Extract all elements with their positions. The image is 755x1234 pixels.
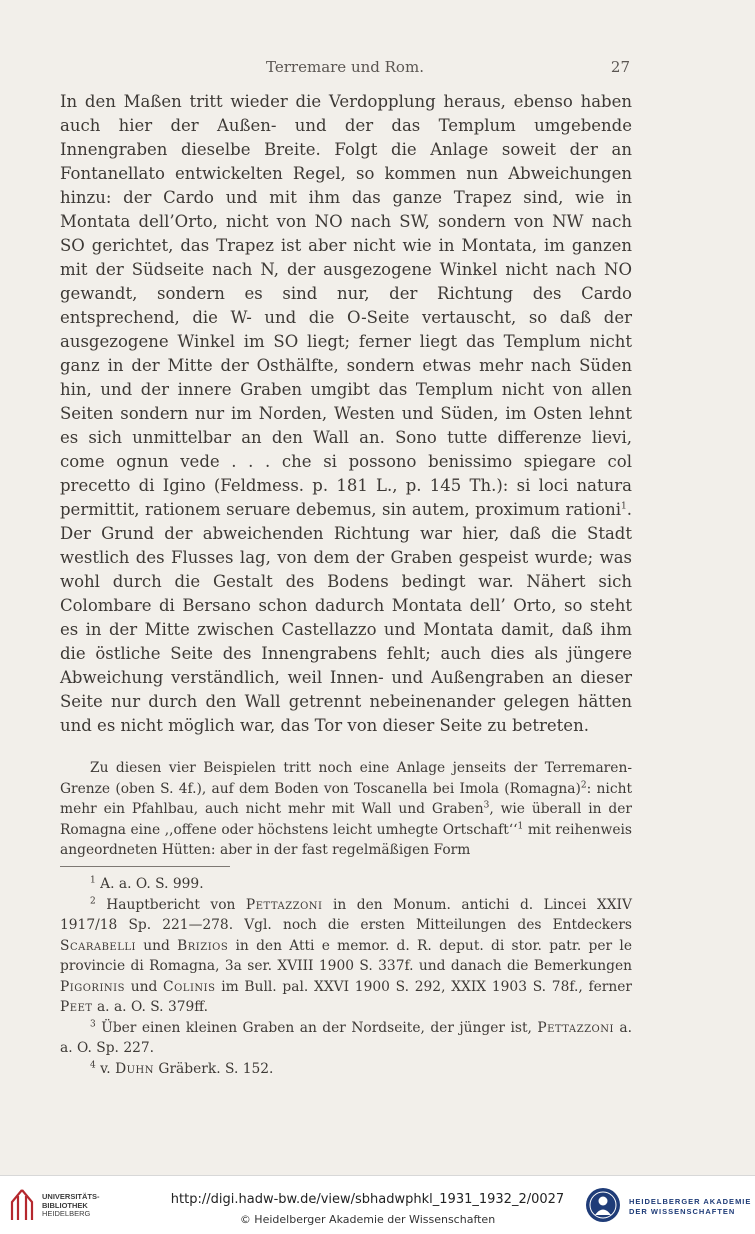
running-header [60, 58, 630, 80]
footnote-text: v. [100, 1060, 116, 1077]
footnote-ref: 1 [621, 501, 627, 512]
footnote-text: in den Monum. antichi d. Lincei XXIV 1917/18 Sp. 221—278. Vgl. noch die ersten Mitteilungen des Entdeckers [60, 896, 632, 933]
footnote-2 [60, 895, 632, 1018]
small-text-part: Zu diesen vier Beispielen tritt noch eine Anlage jenseits der Terremaren-Grenze (oben S. 4f.), auf dem Boden von Toscanella bei Imola (Romagna) [60, 760, 632, 797]
footnote-number: 4 [90, 1059, 96, 1070]
footnote-divider [60, 866, 230, 867]
academy-line: HEIDELBERGER AKADEMIE [629, 1197, 752, 1206]
footnote-4 [60, 1059, 632, 1080]
academy-name [629, 1197, 751, 1216]
footnote-3 [60, 1018, 632, 1059]
author-name: Scarabelli [60, 937, 136, 954]
permalink-url[interactable]: http://digi.hadw-bw.de/view/sbhadwphkl_1931_1932_2/0027 [170, 1192, 565, 1207]
footnote-number: 1 [90, 875, 96, 886]
footnote-number: 3 [90, 1018, 96, 1029]
copyright-notice: © Heidelberger Akademie der Wissenschaften [239, 1213, 496, 1226]
main-text-part: In den Maßen tritt wieder die Verdopplung heraus, ebenso haben auch hier der Außen- und der das Templum umgebende Innengraben dieselbe Breite. Folgt die Anlage soweit der an Fontanellato entwickelten Regel, so kommen nun Abweichungen hinzu: der Cardo und mit ihm das ganze Trapez sind, wie in Montata dell’Orto, nicht von NO nach SW, sondern von NW nach SO gerichtet, das Trapez ist aber nicht wie in Montata, im ganzen mit der Südseite nach N, der ausgezogene Winkel nicht nach NO gewandt, sondern es sind nur, der Richtung des Cardo entsprechend, die W- und die O-Seite vertauscht, so daß der ausgezogene Winkel im SO liegt; ferner liegt das Templum nicht ganz in der Mitte der Osthälfte, sondern etwas mehr nach Süden hin, und der innere Graben umgibt das Templum nicht von allen Seiten sondern nur im Norden, Westen und Süden, im Osten lehnt es sich unmittelbar an den Wall an. Sono tutte differenze lievi, come ognun vede . . . che si possono benissimo spiegare col precetto di Igino (Feldmess. p. 181 L., p. 145 Th.): si loci natura permittit, rationem seruare debemus, sin autem, proximum rationi [60, 92, 632, 519]
university-library-name [42, 1193, 100, 1219]
main-text [60, 90, 632, 738]
footnote-ref: 2 [580, 779, 587, 790]
footnote-text: und [124, 978, 164, 995]
main-paragraph [60, 90, 632, 738]
footnote-ref: 3 [483, 800, 490, 811]
small-text-part: mit reihenweis angeordneten Hütten: aber in der fast regelmäßigen Form [60, 821, 632, 858]
footnote-1 [60, 874, 632, 895]
page-number: 27 [610, 58, 630, 76]
small-paragraph [60, 758, 632, 861]
small-text-part: , wie überall in der Romagna eine ,,offene oder höchstens leicht umhegte Ortschaft‘‘ [60, 801, 632, 838]
footnote-text: in den Atti e memor. d. R. deput. di stor. patr. per le provincie di Romagna, 3a ser. XVIII 1900 S. 337f. und danach die Bemerkungen [60, 937, 633, 974]
footnote-ref: 1 [517, 820, 524, 831]
small-print-paragraph [60, 758, 632, 861]
small-text-part: : nicht mehr ein Pfahlbau, auch nicht mehr mit Wall und Graben [60, 780, 632, 817]
author-name: Brizios [177, 937, 229, 954]
university-library-logo-icon [8, 1186, 38, 1224]
author-name: Pigorinis [60, 978, 125, 995]
author-name: Duhn [115, 1060, 155, 1077]
footnote-text: und [135, 937, 178, 954]
footnote-number: 2 [90, 895, 96, 906]
academy-seal-icon [584, 1186, 622, 1224]
footnote-text: a. a. O. Sp. 227. [60, 1019, 632, 1056]
ub-line: UNIVERSITÄTS- [42, 1192, 100, 1201]
academy-line: DER WISSENSCHAFTEN [629, 1206, 736, 1216]
footnote-text: Gräberk. S. 152. [154, 1060, 274, 1077]
author-name: Peet [60, 999, 93, 1015]
author-name: Pettazzoni [245, 896, 323, 913]
footnote-text: im Bull. pal. XXVI 1900 S. 292, XXIX 1903 S. 78f., ferner [215, 978, 633, 995]
main-text-part: . Der Grund der abweichenden Richtung war hier, daß die Stadt westlich des Flusses lag, von dem der Graben gespeist wurde; was wohl durch die Gestalt des Bodens bedingt war. Nähert sich Colombare di Bersano schon dadurch Montata dell’ Orto, so steht es in der Mitte zwischen Castellazzo und Montata damit, daß ihm die östliche Seite des Innengrabens fehlt; auch dies als jüngere Abweichung verständlich, weil Innen- und Außengraben an dieser Seite nur durch den Wall getrennt nebeinenander gelegen hätten und es nicht möglich war, das Tor von dieser Seite zu betreten. [60, 500, 632, 735]
author-name: Pettazzoni [537, 1019, 614, 1036]
footnote-text: A. a. O. S. 999. [100, 876, 204, 892]
footnotes [60, 874, 632, 1079]
viewer-footer [0, 1175, 755, 1234]
ub-line: BIBLIOTHEK [42, 1200, 88, 1210]
footnote-text: Über einen kleinen Graben an der Nordseite, der jünger ist, [101, 1019, 538, 1036]
author-name: Colinis [163, 978, 216, 995]
footnote-text: Hauptbericht von [106, 896, 246, 913]
ub-line: HEIDELBERG [42, 1209, 91, 1218]
footnote-text: a. a. O. S. 379ff. [92, 999, 208, 1015]
running-title: Terremare und Rom. [266, 58, 424, 76]
